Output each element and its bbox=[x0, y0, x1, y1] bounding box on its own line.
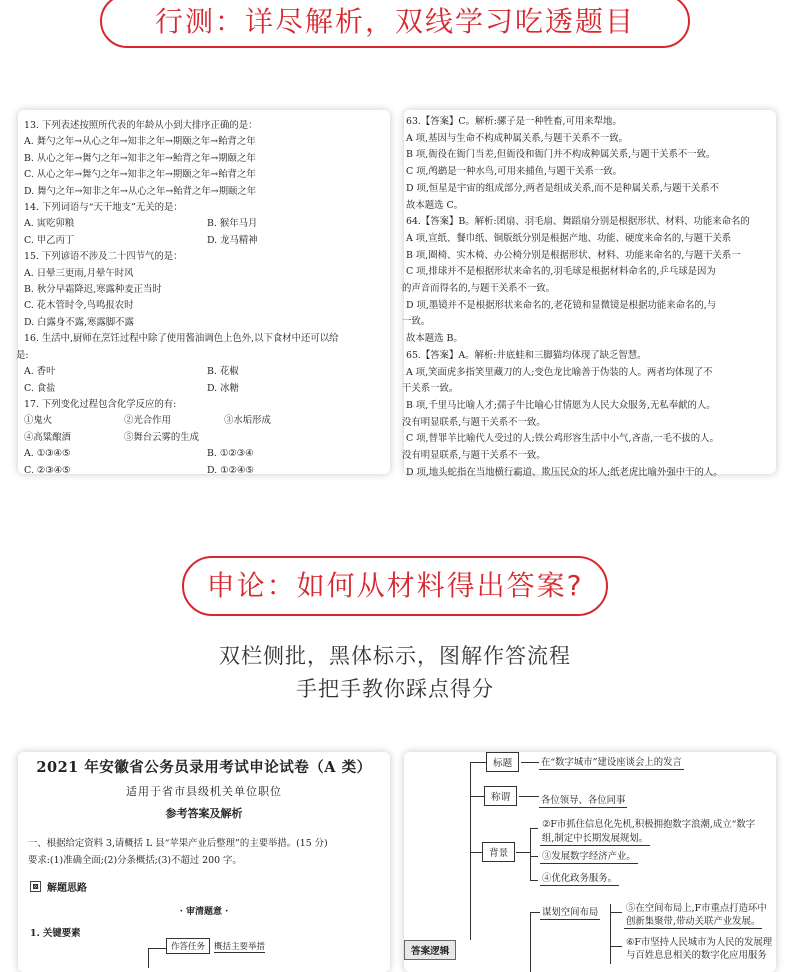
space-item-5b: 创新集聚带,带动关联产业发展。 bbox=[624, 913, 762, 929]
space-sub-bracket bbox=[610, 904, 611, 964]
q13-option-b: B. 从心之年→舞勺之年→知非之年→鲐背之年→期颐之年 bbox=[24, 152, 256, 164]
answer-line: C 项,替罪羊比喻代人受过的人;铁公鸡形容生活中小气,吝啬,一毛不拔的人。 bbox=[406, 433, 719, 445]
task-row bbox=[166, 938, 265, 954]
answer-line: A 项,宣纸、餐巾纸、铜版纸分别是根据产地、功能、硬度来命名的,与题干关系 bbox=[406, 232, 732, 244]
section-title-shenlun: 申论：如何从材料得出答案? bbox=[182, 556, 608, 616]
q17-option-a: A. ①③④⑤ bbox=[24, 448, 71, 460]
q14-option-c: C. 甲乙丙丁 bbox=[24, 234, 75, 246]
q17-item-5: ⑤舞台云雾的生成 bbox=[124, 431, 200, 443]
mindmap-node-space-layout: 谋划空间布局 bbox=[540, 904, 600, 920]
mindmap-trunk bbox=[470, 762, 471, 940]
key-elements-label: 1. 关键要素 bbox=[30, 928, 81, 939]
q17-item-4: ④高粱酿酒 bbox=[24, 431, 71, 443]
q17-option-d: D. ①②④⑤ bbox=[207, 464, 254, 476]
answer-line: 64.【答案】B。解析:团扇、羽毛扇、舞蹈扇分别是根据形状、材料、功能来命名的 bbox=[406, 216, 750, 228]
answer-line: C 项,排球并不是根据形状来命名的,羽毛球是根据材料命名的,乒乓球是因为 bbox=[406, 266, 716, 278]
connector-4a bbox=[610, 912, 622, 913]
answer-line: 的声音而得名的,与题干关系不一致。 bbox=[402, 283, 555, 295]
exam-question-line-2: 要求:(1)准确全面;(2)分条概括;(3)不超过 200 字。 bbox=[28, 855, 242, 866]
answer-card bbox=[402, 110, 776, 478]
q13-option-d: D. 舞勺之年→知非之年→从心之年→鲐背之年→期颐之年 bbox=[24, 185, 257, 197]
think-icon: ⊠ bbox=[30, 881, 41, 892]
connector-1 bbox=[521, 762, 539, 763]
mindmap-title-value: 在“数字城市”建设座谈会上的发言 bbox=[539, 754, 684, 770]
answer-line: A 项,基因与生命不构成种属关系,与题干关系不一致。 bbox=[406, 132, 628, 144]
q14-stem: 14. 下列词语与“天干地支”无关的是： bbox=[24, 202, 183, 214]
mindmap-node-salutation: 称谓 bbox=[484, 786, 517, 806]
q15-option-d: D. 白露身不露,寒露脚不露 bbox=[24, 316, 134, 328]
answer-line: D 项,恒星是宇宙的组成部分,两者是组成关系,而不是种属关系,与题干关系不 bbox=[406, 182, 720, 194]
answer-line: 一致。 bbox=[402, 316, 431, 328]
branch-line-1 bbox=[470, 762, 486, 763]
section-title-xingce: 行测：详尽解析，双线学习吃透题目 bbox=[100, 0, 690, 48]
connector-2 bbox=[519, 796, 539, 797]
q17-item-1: ①鬼火 bbox=[24, 415, 53, 427]
space-item-6b: 与百姓息息相关的数字化应用服务 bbox=[626, 950, 767, 961]
q16-stem: 16. 生活中,厨师在烹饪过程中除了使用酱油调色上色外,以下食材中还可以给 bbox=[24, 333, 339, 345]
branch-line-3 bbox=[470, 852, 482, 853]
think-label: 解题思路 bbox=[47, 883, 87, 894]
space-bracket bbox=[530, 912, 531, 972]
branch-line-2 bbox=[470, 796, 484, 797]
connector-3c bbox=[530, 880, 538, 881]
q14-option-a: A. 寅吃卯粮 bbox=[24, 218, 75, 230]
q15-option-a: A. 日晕三更雨,月晕午时风 bbox=[24, 267, 134, 279]
answer-line: D 项,地头蛇指在当地横行霸道、欺压民众的坏人;纸老虎比喻外强中干的人。 bbox=[406, 466, 723, 478]
task-bracket bbox=[148, 948, 166, 968]
mindmap-node-answer-logic: 答案逻辑 bbox=[404, 940, 456, 960]
exam-subtitle: 适用于省市县级机关单位职位 bbox=[126, 785, 282, 798]
q16-option-c: C. 食盐 bbox=[24, 382, 56, 394]
answer-line: 没有明显联系,与题干关系不一致。 bbox=[402, 416, 546, 428]
connector-3a bbox=[530, 828, 538, 829]
answer-line: 没有明显联系,与题干关系不一致。 bbox=[402, 450, 546, 462]
task-value: 概括主要举措 bbox=[214, 941, 266, 952]
section2-subtitle-2: 手把手教你踩点得分 bbox=[296, 677, 494, 701]
answer-line: A 项,笑面虎多指笑里藏刀的人;变色龙比喻善于伪装的人。两者均体现了不 bbox=[406, 366, 713, 378]
connector-3 bbox=[516, 852, 530, 853]
answer-line: 故本题选 B。 bbox=[406, 333, 463, 345]
mindmap-node-background: 背景 bbox=[482, 842, 515, 862]
answer-line: B 项,圈椅、实木椅、办公椅分别是根据形状、材料、功能来命名的,与题干关系一 bbox=[406, 249, 741, 261]
q13-stem: 13. 下列表述按照所代表的年龄从小到大排序正确的是： bbox=[24, 120, 258, 131]
q15-option-b: B. 秋分早霜降迟,寒露种麦正当时 bbox=[24, 284, 162, 296]
mindmap-card bbox=[404, 752, 776, 972]
q13-option-c: C. 从心之年→舞勺之年→知非之年→期颐之年→鲐背之年 bbox=[24, 169, 256, 181]
answer-line: D 项,墨镜并不是根据形状来命名的,老花镜和显微镜是根据功能来命名的,与 bbox=[406, 299, 717, 311]
background-item-3: ③发展数字经济产业。 bbox=[540, 848, 638, 864]
task-label: 作答任务 bbox=[166, 938, 210, 954]
think-heading bbox=[18, 879, 390, 894]
exam-question-line-1: 一、根据给定资料 3,请概括 L 县“苹果产业后整理”的主要举措。(15 分) bbox=[28, 838, 328, 849]
q13-option-a: A. 舞勺之年→从心之年→知非之年→期颐之年→鲐背之年 bbox=[24, 136, 256, 148]
background-item-2a: ②F市抓住信息化先机,积极拥抱数字浪潮,成立“数字 bbox=[542, 819, 756, 830]
q14-option-d: D. 龙马精神 bbox=[207, 234, 258, 246]
answer-line: 干关系一致。 bbox=[402, 383, 459, 395]
background-item-2b: 组,制定中长期发展规划。 bbox=[540, 830, 650, 846]
connector-4 bbox=[530, 912, 540, 913]
exam-paper-card bbox=[18, 752, 390, 972]
mindmap-salutation-value: 各位领导、各位同事 bbox=[539, 792, 627, 808]
q15-option-c: C. 花木管时令,鸟鸣报农时 bbox=[24, 300, 134, 312]
q16-option-a: A. 香叶 bbox=[24, 366, 56, 378]
background-item-4: ④优化政务服务。 bbox=[540, 870, 619, 886]
connector-4b bbox=[610, 946, 622, 947]
connector-3b bbox=[530, 856, 538, 857]
section2-subtitle-1: 双栏侧批，黑体标示，图解作答流程 bbox=[219, 644, 571, 668]
exam-title: 2021 年安徽省公务员录用考试申论试卷（A 类） bbox=[36, 759, 372, 776]
q17-item-2: ②光合作用 bbox=[124, 415, 171, 427]
q16-option-b: B. 花椒 bbox=[207, 366, 239, 378]
q16-option-d: D. 冰糖 bbox=[207, 382, 239, 394]
space-item-5a: ⑤在空间布局上,F市重点打造环中 bbox=[626, 903, 767, 914]
analysis-dot-label: · 审清题意 · bbox=[179, 907, 229, 917]
q17-stem: 17. 下列变化过程包含化学反应的有: bbox=[24, 398, 177, 410]
q17-option-c: C. ②③④⑤ bbox=[24, 464, 71, 476]
q16-wrap: 是: bbox=[16, 349, 29, 361]
mindmap-node-title: 标题 bbox=[486, 752, 519, 772]
background-bracket bbox=[530, 828, 531, 880]
answer-list bbox=[404, 110, 776, 481]
answer-line: C 项,鸬鹚是一种水鸟,可用来捕鱼,与题干关系一致。 bbox=[406, 166, 622, 178]
exam-reference-label: 参考答案及解析 bbox=[165, 807, 243, 820]
space-item-6a: ⑥F市坚持人民城市为人民的发展理 bbox=[626, 937, 773, 948]
q14-option-b: B. 猴年马月 bbox=[207, 218, 258, 230]
question-card bbox=[18, 110, 390, 474]
answer-line: B 项,千里马比喻人才;孺子牛比喻心甘情愿为人民大众服务,无私奉献的人。 bbox=[406, 399, 716, 411]
q17-option-b: B. ①②③④ bbox=[207, 448, 254, 460]
q15-stem: 15. 下列谚语不涉及二十四节气的是： bbox=[24, 251, 183, 263]
q17-item-3: ③水垢形成 bbox=[224, 415, 271, 427]
answer-line: 故本题选 C。 bbox=[406, 199, 464, 211]
answer-line: B 项,衙役在衙门当差,但衙役和衙门并不构成种属关系,与题干关系不一致。 bbox=[406, 149, 716, 161]
answer-line: 63.【答案】C。解析:骡子是一种牲畜,可用来犁地。 bbox=[406, 116, 622, 127]
answer-line: 65.【答案】A。解析:井底蛙和三脚猫均体现了缺乏智慧。 bbox=[406, 349, 647, 361]
